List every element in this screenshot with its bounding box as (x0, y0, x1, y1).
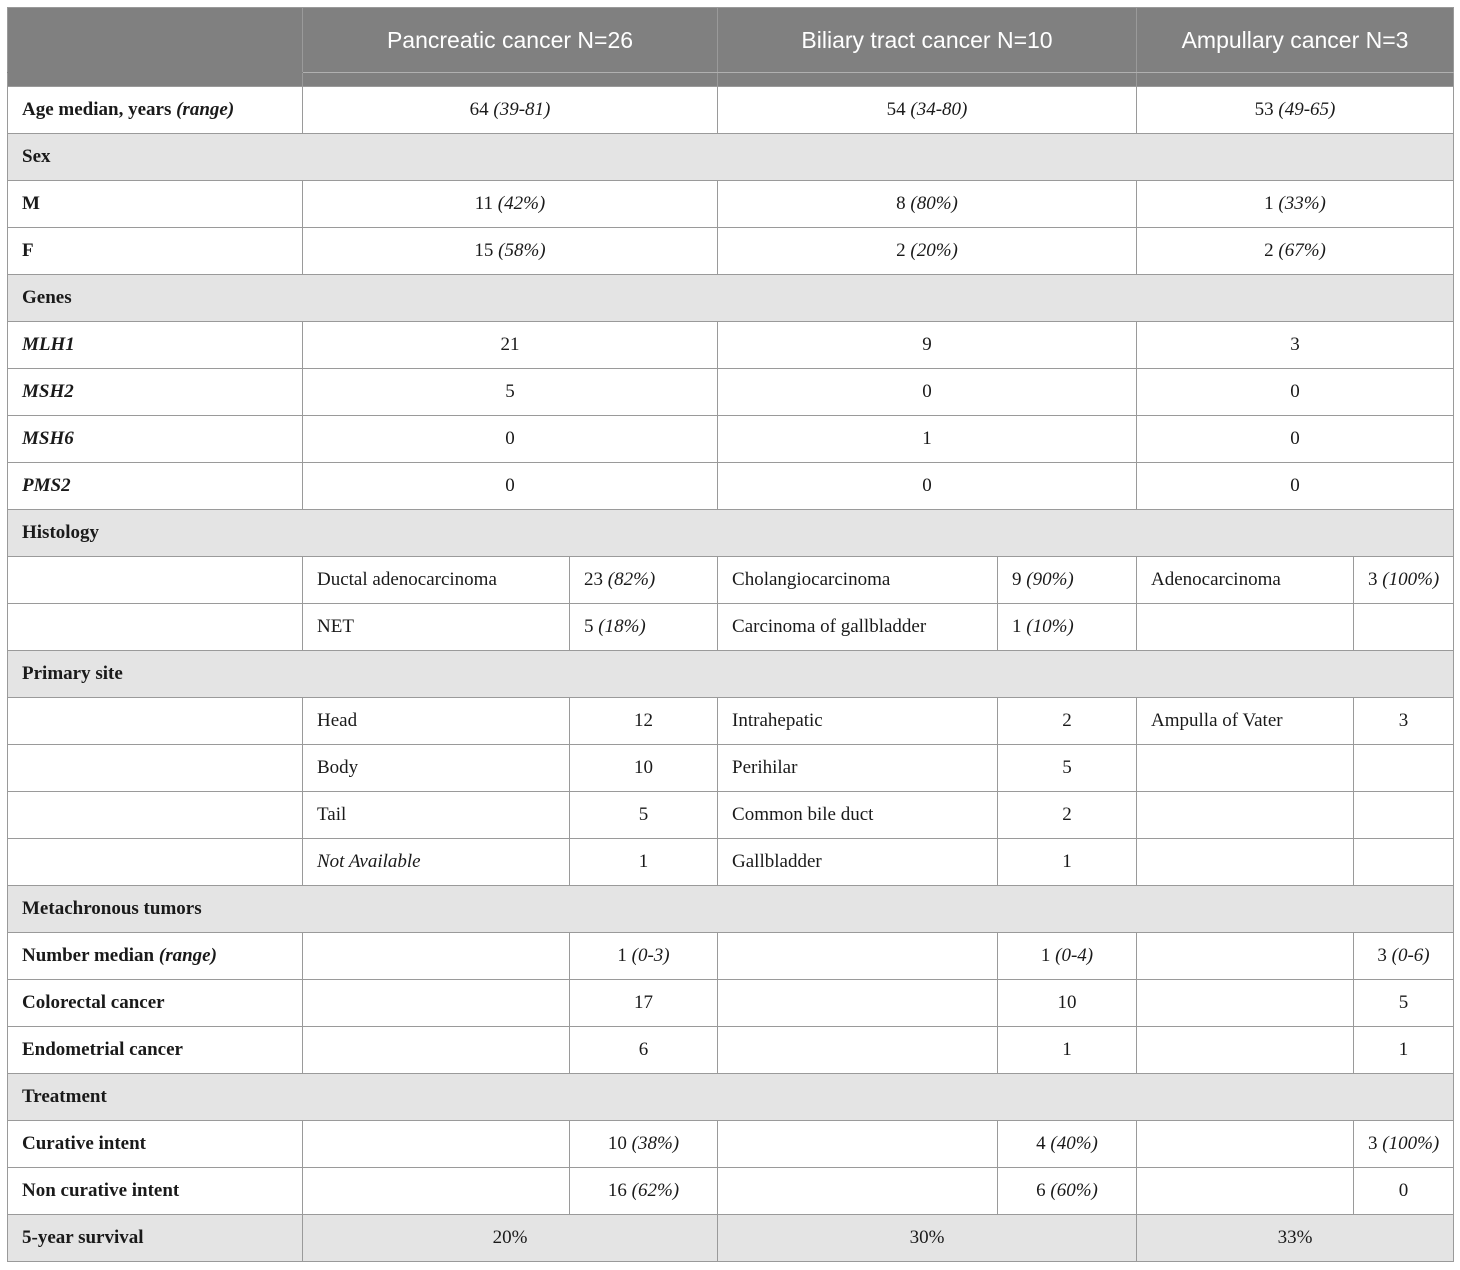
row-site-3 (8, 792, 1454, 839)
cell-value: 0 (718, 463, 1137, 510)
cell-value: 3 (1137, 322, 1454, 369)
cell-value: 15 (58%) (303, 228, 718, 275)
cell-subtype: Tail (303, 792, 570, 839)
cell-value: 2 (998, 698, 1137, 745)
section-primary-site (8, 651, 1454, 698)
cell-value: 23 (82%) (570, 557, 718, 604)
row-label: 5-year survival (8, 1215, 303, 1262)
cell-value: 10 (38%) (570, 1121, 718, 1168)
cell-value: 4 (40%) (998, 1121, 1137, 1168)
cell-value: 30% (718, 1215, 1137, 1262)
cell-value: 10 (570, 745, 718, 792)
cell-value: 1 (0-3) (570, 933, 718, 980)
cell-value: 5 (998, 745, 1137, 792)
cell-value: 0 (303, 416, 718, 463)
row-sex-f (8, 228, 1454, 275)
row-site-2 (8, 745, 1454, 792)
row-site-1 (8, 698, 1454, 745)
cell-value: 33% (1137, 1215, 1454, 1262)
cell-subtype: Ductal adenocarcinoma (303, 557, 570, 604)
row-gene-msh2 (8, 369, 1454, 416)
row-label: Non curative intent (8, 1168, 303, 1215)
cell-value: 64 (39-81) (303, 87, 718, 134)
cell-value: 3 (100%) (1354, 557, 1454, 604)
cell-subtype: Head (303, 698, 570, 745)
row-label: Number median (range) (8, 933, 303, 980)
cell-value: 0 (1354, 1168, 1454, 1215)
cell-value: 11 (42%) (303, 181, 718, 228)
cell-value: 1 (1354, 1027, 1454, 1074)
row-label: F (8, 228, 303, 275)
cell-value: 20% (303, 1215, 718, 1262)
cell-value: 5 (1354, 980, 1454, 1027)
cell-value: 21 (303, 322, 718, 369)
cell-value: 9 (90%) (998, 557, 1137, 604)
row-gene-msh6 (8, 416, 1454, 463)
cell-value: 10 (998, 980, 1137, 1027)
cell-subtype: Carcinoma of gallbladder (718, 604, 998, 651)
cell-subtype: NET (303, 604, 570, 651)
cell-subtype: Perihilar (718, 745, 998, 792)
section-label: Genes (8, 275, 1454, 322)
header-biliary: Biliary tract cancer N=10 (718, 8, 1137, 73)
cell-value: 5 (570, 792, 718, 839)
cell-value: 1 (0-4) (998, 933, 1137, 980)
section-treatment (8, 1074, 1454, 1121)
cell-value: 12 (570, 698, 718, 745)
header-ampullary: Ampullary cancer N=3 (1137, 8, 1454, 73)
row-non-curative (8, 1168, 1454, 1215)
cell-value: 17 (570, 980, 718, 1027)
cell-value: 1 (998, 1027, 1137, 1074)
row-curative (8, 1121, 1454, 1168)
header-corner (8, 8, 303, 73)
cell-value: 1 (33%) (1137, 181, 1454, 228)
section-label: Histology (8, 510, 1454, 557)
cell-subtype: Body (303, 745, 570, 792)
row-label: PMS2 (8, 463, 303, 510)
row-histology-2 (8, 604, 1454, 651)
section-label: Metachronous tumors (8, 886, 1454, 933)
cell-subtype: Ampulla of Vater (1137, 698, 1354, 745)
cell-value: 3 (100%) (1354, 1121, 1454, 1168)
cell-subtype: Adenocarcinoma (1137, 557, 1354, 604)
row-endometrial (8, 1027, 1454, 1074)
cell-value: 53 (49-65) (1137, 87, 1454, 134)
row-survival (8, 1215, 1454, 1262)
row-label: MLH1 (8, 322, 303, 369)
cell-value: 1 (718, 416, 1137, 463)
section-label: Primary site (8, 651, 1454, 698)
row-label: Curative intent (8, 1121, 303, 1168)
section-sex (8, 134, 1454, 181)
cell-value: 2 (998, 792, 1137, 839)
row-label: Age median, years (range) (8, 87, 303, 134)
cell-value: 1 (10%) (998, 604, 1137, 651)
cell-subtype: Cholangiocarcinoma (718, 557, 998, 604)
row-label: Endometrial cancer (8, 1027, 303, 1074)
cell-subtype: Gallbladder (718, 839, 998, 886)
cell-subtype: Not Available (303, 839, 570, 886)
cell-value: 0 (718, 369, 1137, 416)
cell-value: 6 (60%) (998, 1168, 1137, 1215)
row-site-4 (8, 839, 1454, 886)
header-row (8, 8, 1454, 73)
header-subrow (8, 73, 1454, 87)
cell-value: 0 (1137, 463, 1454, 510)
row-colorectal (8, 980, 1454, 1027)
cell-value: 0 (1137, 369, 1454, 416)
row-label: MSH6 (8, 416, 303, 463)
row-sex-m (8, 181, 1454, 228)
row-gene-pms2 (8, 463, 1454, 510)
cell-subtype: Common bile duct (718, 792, 998, 839)
row-age (8, 87, 1454, 134)
row-histology-1 (8, 557, 1454, 604)
section-genes (8, 275, 1454, 322)
section-histology (8, 510, 1454, 557)
cell-value: 2 (20%) (718, 228, 1137, 275)
cell-value: 1 (570, 839, 718, 886)
row-number-median (8, 933, 1454, 980)
cell-value: 8 (80%) (718, 181, 1137, 228)
cell-value: 3 (0-6) (1354, 933, 1454, 980)
cell-value: 0 (1137, 416, 1454, 463)
section-label: Sex (8, 134, 1454, 181)
patient-characteristics-table (7, 7, 1454, 1262)
cell-value: 5 (303, 369, 718, 416)
row-gene-mlh1 (8, 322, 1454, 369)
cell-value: 2 (67%) (1137, 228, 1454, 275)
row-label: Colorectal cancer (8, 980, 303, 1027)
cell-value: 9 (718, 322, 1137, 369)
cell-value: 6 (570, 1027, 718, 1074)
cell-value: 3 (1354, 698, 1454, 745)
cell-value: 54 (34-80) (718, 87, 1137, 134)
row-label: M (8, 181, 303, 228)
section-label: Treatment (8, 1074, 1454, 1121)
cell-value: 0 (303, 463, 718, 510)
header-pancreatic: Pancreatic cancer N=26 (303, 8, 718, 73)
cell-value: 5 (18%) (570, 604, 718, 651)
section-metachronous (8, 886, 1454, 933)
cell-subtype: Intrahepatic (718, 698, 998, 745)
cell-value: 16 (62%) (570, 1168, 718, 1215)
row-label: MSH2 (8, 369, 303, 416)
cell-value: 1 (998, 839, 1137, 886)
